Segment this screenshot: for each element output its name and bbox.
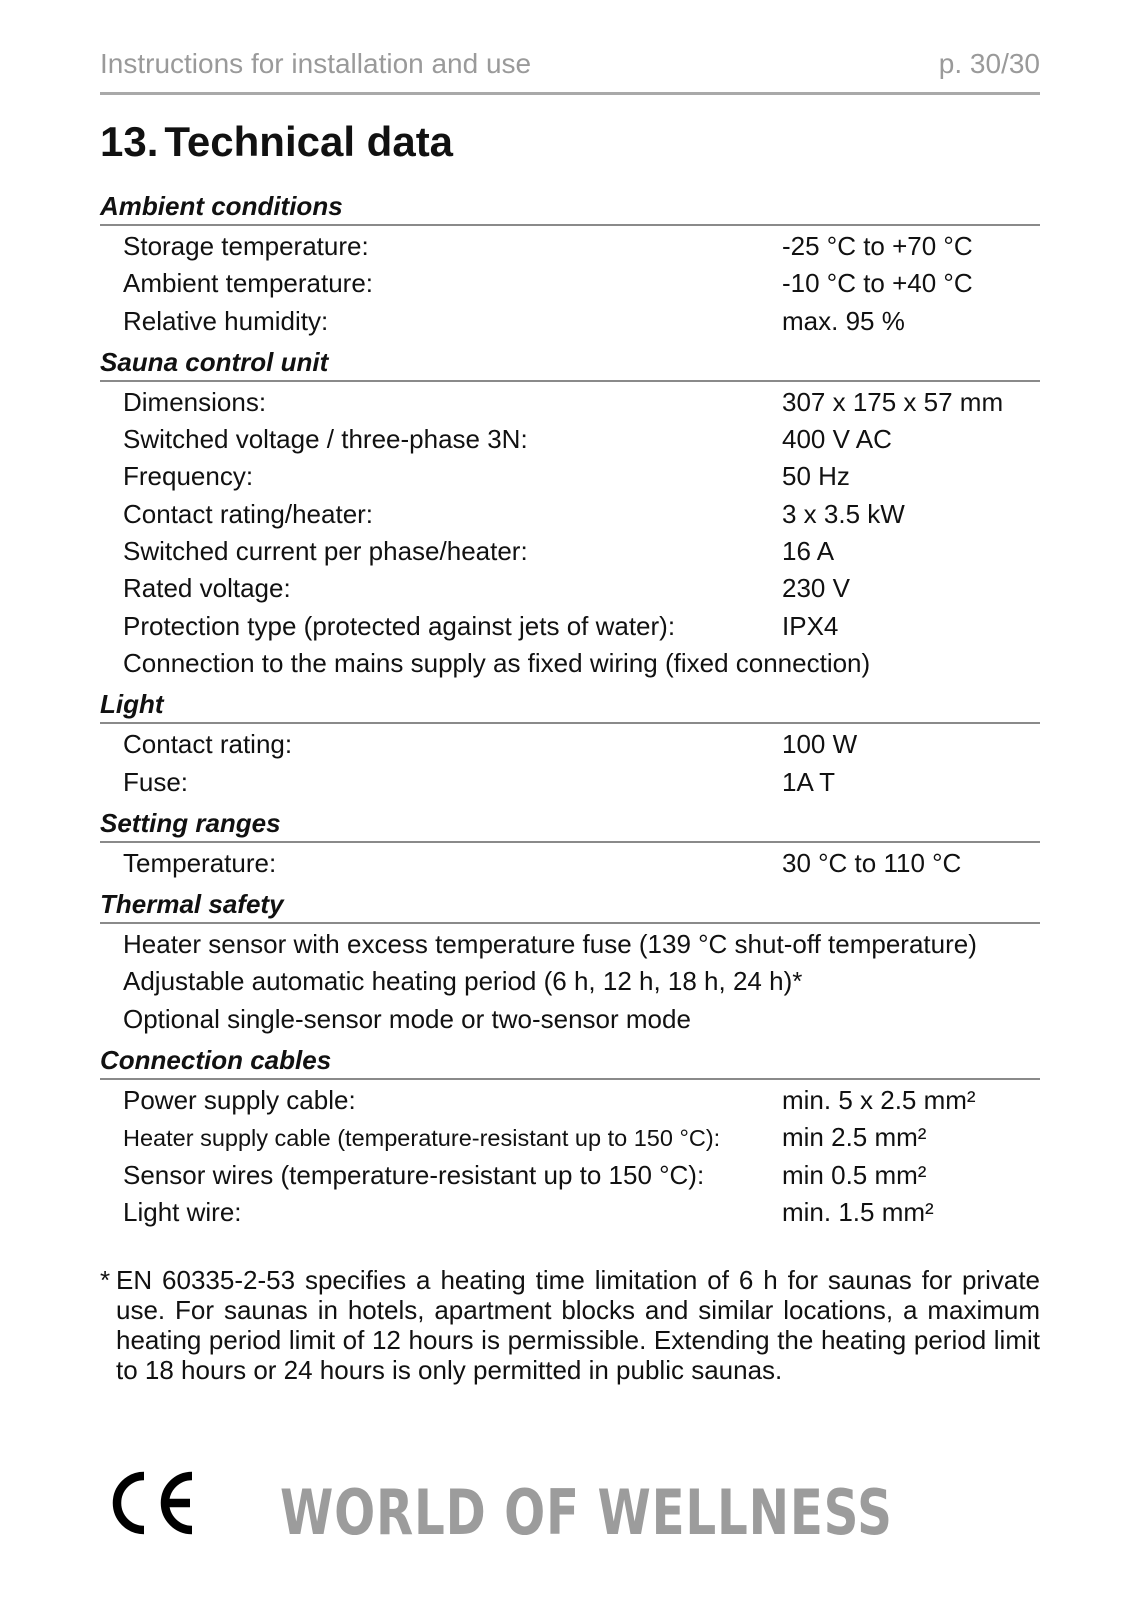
- spec-value: 3 x 3.5 kW: [782, 498, 905, 529]
- spec-rows: [100, 1080, 1040, 1235]
- page-number: p. 30/30: [938, 48, 1040, 79]
- spec-value: 16 A: [782, 536, 835, 567]
- spec-value: 50 Hz: [782, 461, 850, 492]
- section-number: 13.: [100, 118, 159, 165]
- spec-row: [100, 570, 1040, 607]
- spec-section-title: Setting ranges: [100, 805, 1040, 843]
- spec-label: Relative humidity:: [123, 305, 329, 336]
- spec-value: min 2.5 mm²: [782, 1122, 927, 1153]
- spec-section-title: Connection cables: [100, 1042, 1040, 1080]
- spec-row: [100, 1119, 1040, 1156]
- spec-label: Switched voltage / three-phase 3N:: [123, 424, 528, 455]
- spec-label: Protection type (protected against jets of water):: [123, 610, 676, 641]
- spec-row: [100, 645, 1040, 682]
- technical-data-table: [100, 188, 1040, 1235]
- spec-row: [100, 228, 1040, 265]
- spec-row: [100, 303, 1040, 340]
- ce-mark-icon: [100, 1468, 200, 1538]
- spec-label: Ambient temperature:: [123, 268, 374, 299]
- spec-value: 307 x 175 x 57 mm: [782, 386, 1004, 417]
- spec-row: [100, 496, 1040, 533]
- spec-row: [100, 1082, 1040, 1119]
- spec-value: -25 °C to +70 °C: [782, 231, 973, 261]
- spec-label: Frequency:: [123, 461, 254, 492]
- spec-section: [100, 686, 1040, 805]
- spec-label: Light wire:: [123, 1196, 242, 1227]
- spec-section-title: Sauna control unit: [100, 344, 1040, 382]
- spec-label: Optional single-sensor mode or two-sensor mode: [123, 1003, 691, 1034]
- spec-row: [100, 926, 1040, 963]
- footnote: [100, 1265, 1040, 1385]
- spec-row: [100, 458, 1040, 495]
- document-title: Instructions for installation and use: [100, 48, 532, 79]
- spec-row: [100, 963, 1040, 1000]
- spec-value: 400 V AC: [782, 424, 892, 455]
- spec-row: [100, 421, 1040, 458]
- spec-label: Fuse:: [123, 766, 189, 797]
- spec-value: min. 5 x 2.5 mm²: [782, 1085, 976, 1116]
- spec-rows: [100, 382, 1040, 686]
- spec-label: Dimensions:: [123, 386, 267, 417]
- spec-row: [100, 845, 1040, 882]
- spec-rows: [100, 226, 1040, 344]
- spec-row: [100, 265, 1040, 302]
- spec-label: Rated voltage:: [123, 573, 291, 604]
- spec-rows: [100, 924, 1040, 1042]
- page-header: [100, 46, 1040, 95]
- spec-section-title: Thermal safety: [100, 886, 1040, 924]
- spec-label: Connection to the mains supply as fixed wiring (fixed connection): [123, 647, 871, 678]
- footnote-text: EN 60335-2-53 specifies a heating time limitation of 6 h for saunas for private use. For saunas in hotels, apartment blocks and similar locations, a maximum heating period limit of 12 hours is permissible. Extending the heating period limit to 18 hours or 24 hours is only permitted in public saunas.: [116, 1265, 1040, 1385]
- spec-label: Sensor wires (temperature-resistant up to 150 °C):: [123, 1159, 705, 1190]
- spec-label: Power supply cable:: [123, 1085, 356, 1116]
- spec-rows: [100, 843, 1040, 886]
- spec-section-title: Ambient conditions: [100, 188, 1040, 226]
- spec-value: 30 °C to 110 °C: [782, 847, 962, 878]
- spec-row: [100, 1157, 1040, 1194]
- spec-section: [100, 886, 1040, 1042]
- spec-row: [100, 533, 1040, 570]
- footer-logos: [100, 1468, 1040, 1548]
- spec-section: [100, 344, 1040, 686]
- spec-label: Temperature:: [123, 847, 277, 878]
- spec-label: Adjustable automatic heating period (6 h, 12 h, 18 h, 24 h)*: [123, 966, 803, 997]
- spec-row: [100, 1001, 1040, 1038]
- spec-value: min. 1.5 mm²: [782, 1196, 934, 1227]
- brand-logo: WORLD OF WELLNESS: [280, 1476, 893, 1549]
- spec-label: Contact rating/heater:: [123, 498, 374, 529]
- spec-value: -10 °C to +40 °C: [782, 268, 973, 299]
- spec-value: 1A T: [782, 766, 836, 797]
- spec-row: [100, 384, 1040, 421]
- spec-section: [100, 188, 1040, 344]
- spec-row: [100, 764, 1040, 801]
- spec-label: Storage temperature:: [123, 231, 369, 261]
- spec-label: Heater supply cable (temperature-resistant up to 150 °C):: [123, 1125, 721, 1152]
- spec-label: Heater sensor with excess temperature fuse (139 °C shut-off temperature): [123, 929, 977, 960]
- spec-row: [100, 726, 1040, 763]
- spec-value: max. 95 %: [782, 305, 905, 336]
- section-heading-title: Technical data: [164, 118, 454, 165]
- spec-row: [100, 608, 1040, 645]
- footnote-mark: *: [100, 1265, 111, 1295]
- spec-section-title: Light: [100, 686, 1040, 724]
- spec-value: 230 V: [782, 573, 850, 604]
- spec-section: [100, 1042, 1040, 1235]
- spec-label: Switched current per phase/heater:: [123, 536, 528, 567]
- spec-section: [100, 805, 1040, 886]
- spec-label: Contact rating:: [123, 729, 293, 760]
- spec-row: [100, 1194, 1040, 1231]
- spec-rows: [100, 724, 1040, 805]
- spec-value: 100 W: [782, 729, 858, 760]
- spec-value: min 0.5 mm²: [782, 1159, 927, 1190]
- spec-value: IPX4: [782, 610, 839, 641]
- section-heading: [100, 118, 453, 166]
